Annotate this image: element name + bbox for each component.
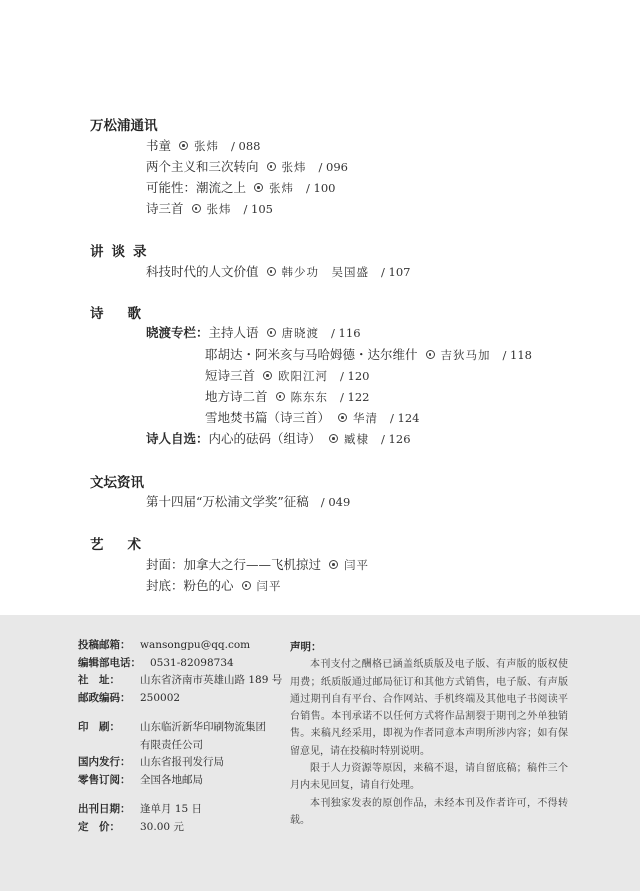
entry-author: 闫平 (256, 579, 282, 593)
entry-page: / 126 (381, 432, 411, 446)
info-value: 山东省报刊发行局 (140, 756, 224, 768)
entry-author: 韩少功 吴国盛 (281, 265, 370, 279)
info-value: 30.00 元 (140, 820, 184, 833)
info-row-printer-2 (78, 737, 282, 755)
circle-bullet-icon (192, 204, 201, 213)
toc-entry[interactable] (146, 178, 336, 196)
circle-bullet-icon (179, 141, 188, 150)
entry-author: 欧阳江河 (278, 369, 329, 383)
entry-title: 主持人语 (208, 325, 259, 340)
entry-author: 张炜 (269, 181, 295, 195)
circle-bullet-icon (338, 413, 347, 422)
info-label: 投稿邮箱： (78, 639, 131, 651)
info-label: 编辑部电话： (78, 656, 141, 669)
section-title: 文坛资讯 (90, 475, 144, 491)
entry-author: 吉狄马加 (440, 348, 491, 362)
info-row-price (78, 819, 282, 837)
info-row-distributor (78, 754, 282, 772)
entry-title: 雪地焚书篇（诗三首） (205, 410, 331, 425)
entry-page: / 107 (381, 265, 411, 279)
info-value: 山东省济南市英雄山路 189 号 (140, 674, 283, 686)
info-row-email (78, 637, 282, 655)
circle-bullet-icon (329, 560, 338, 569)
entry-title: 诗三首 (146, 201, 184, 216)
entry-page: / 105 (243, 202, 273, 216)
info-value: 有限责任公司 (140, 738, 203, 751)
entry-author: 陈东东 (290, 390, 329, 404)
circle-bullet-icon (267, 162, 276, 171)
entry-page: / 118 (502, 348, 532, 362)
info-row-retail (78, 772, 282, 790)
entry-title: 科技时代的人文价值 (146, 264, 259, 279)
entry-title: 耶胡达・阿米亥与马哈姆德・达尔维什 (205, 347, 418, 362)
circle-bullet-icon (329, 434, 338, 443)
toc-entry[interactable] (146, 555, 369, 573)
circle-bullet-icon (267, 267, 276, 276)
toc-entry[interactable] (205, 366, 370, 384)
entry-title: 封底：粉色的心 (146, 578, 234, 593)
info-row-printer (78, 719, 282, 737)
entry-page: / 122 (340, 390, 370, 404)
entry-author: 张炜 (206, 202, 232, 216)
toc-entry[interactable] (146, 136, 261, 154)
entry-title: 内心的砝码（组诗） (208, 431, 322, 446)
toc-entry[interactable] (205, 387, 370, 405)
statement-paragraph: 本刊支付之酬格已涵盖纸质版及电子版、有声版的版权使用费；纸质版通过邮局征订和其他方式销售，电子版、有声版通过期刊自有平台、合作网站、手机终端及其他电子书阅读平台销售。本刊承诺不以任何方式将作品割裂于期刊之外单独销售。来稿凡经采用，即视为作者同意本声明所涉内容；如有保留意见，请在投稿时特别说明。 (290, 659, 568, 757)
statement-title: 声明： (290, 641, 322, 653)
entry-page: / 120 (340, 369, 370, 383)
entry-title: 封面：加拿大之行——飞机掠过 (146, 557, 322, 572)
section-title: 讲谈录 (90, 244, 155, 260)
info-value: 逢单月 15 日 (140, 803, 203, 815)
toc-entry[interactable] (146, 323, 361, 341)
colophon-panel (0, 615, 640, 891)
entry-author: 唐晓渡 (281, 326, 320, 340)
email-link[interactable]: wansongpu@qq.com (140, 639, 251, 651)
toc-entry[interactable] (205, 345, 532, 363)
entry-page: / 100 (306, 181, 336, 195)
section-title: 诗歌 (90, 306, 165, 322)
info-value: 山东临沂新华印刷物流集团 (140, 721, 266, 733)
toc-entry[interactable] (146, 429, 411, 447)
circle-bullet-icon (263, 371, 272, 380)
entry-page: / 049 (320, 495, 351, 509)
entry-page: / 124 (390, 411, 420, 425)
info-label: 社 址： (78, 674, 120, 686)
entry-title: 第十四届“万松浦文学奖”征稿 (146, 494, 309, 509)
column-label: 晓渡专栏： (146, 325, 209, 340)
entry-page: / 088 (231, 139, 261, 153)
entry-page: / 116 (331, 326, 361, 340)
circle-bullet-icon (426, 350, 435, 359)
info-label: 零售订阅： (78, 773, 131, 786)
info-row-phone (78, 655, 282, 673)
info-row-pubdate (78, 801, 282, 819)
copyright-statement (290, 639, 568, 829)
info-value: 250002 (140, 691, 181, 704)
info-label: 邮政编码： (78, 691, 131, 704)
entry-author: 张炜 (281, 160, 307, 174)
entry-title: 地方诗二首 (205, 389, 268, 404)
circle-bullet-icon (276, 392, 285, 401)
info-label: 定 价： (78, 820, 120, 833)
entry-title: 两个主义和三次转向 (146, 159, 259, 174)
toc-entry[interactable] (146, 576, 282, 594)
entry-page: / 096 (318, 160, 348, 174)
circle-bullet-icon (242, 581, 251, 590)
info-label: 国内发行： (78, 756, 131, 768)
statement-paragraph: 本刊独家发表的原创作品，未经本刊及作者许可，不得转载。 (290, 797, 568, 826)
circle-bullet-icon (267, 328, 276, 337)
toc-entry[interactable] (146, 262, 411, 280)
info-label: 出刊日期： (78, 803, 131, 815)
info-value: 0531-82098734 (150, 656, 234, 669)
toc-entry[interactable] (146, 199, 273, 217)
section-title: 艺术 (90, 537, 165, 553)
toc-entry[interactable] (205, 408, 420, 426)
entry-author: 张炜 (194, 139, 220, 153)
entry-author: 华清 (353, 411, 379, 425)
entry-author: 闫平 (344, 558, 370, 572)
info-row-zip (78, 690, 282, 708)
entry-author: 臧棣 (344, 432, 370, 446)
info-value: 全国各地邮局 (140, 773, 203, 786)
info-row-address (78, 672, 282, 690)
toc-entry[interactable] (146, 157, 348, 175)
toc-entry[interactable] (146, 492, 350, 510)
circle-bullet-icon (254, 183, 263, 192)
entry-title: 可能性：潮流之上 (146, 180, 247, 195)
entry-title: 书童 (146, 138, 172, 153)
statement-paragraph: 限于人力资源等原因，来稿不退，请自留底稿；稿件三个月内未见回复，请自行处理。 (290, 763, 568, 792)
publication-info (78, 637, 282, 836)
section-title: 万松浦通讯 (90, 118, 158, 134)
info-label: 印 刷： (78, 721, 120, 733)
column-label: 诗人自选： (146, 431, 209, 446)
entry-title: 短诗三首 (205, 368, 256, 383)
